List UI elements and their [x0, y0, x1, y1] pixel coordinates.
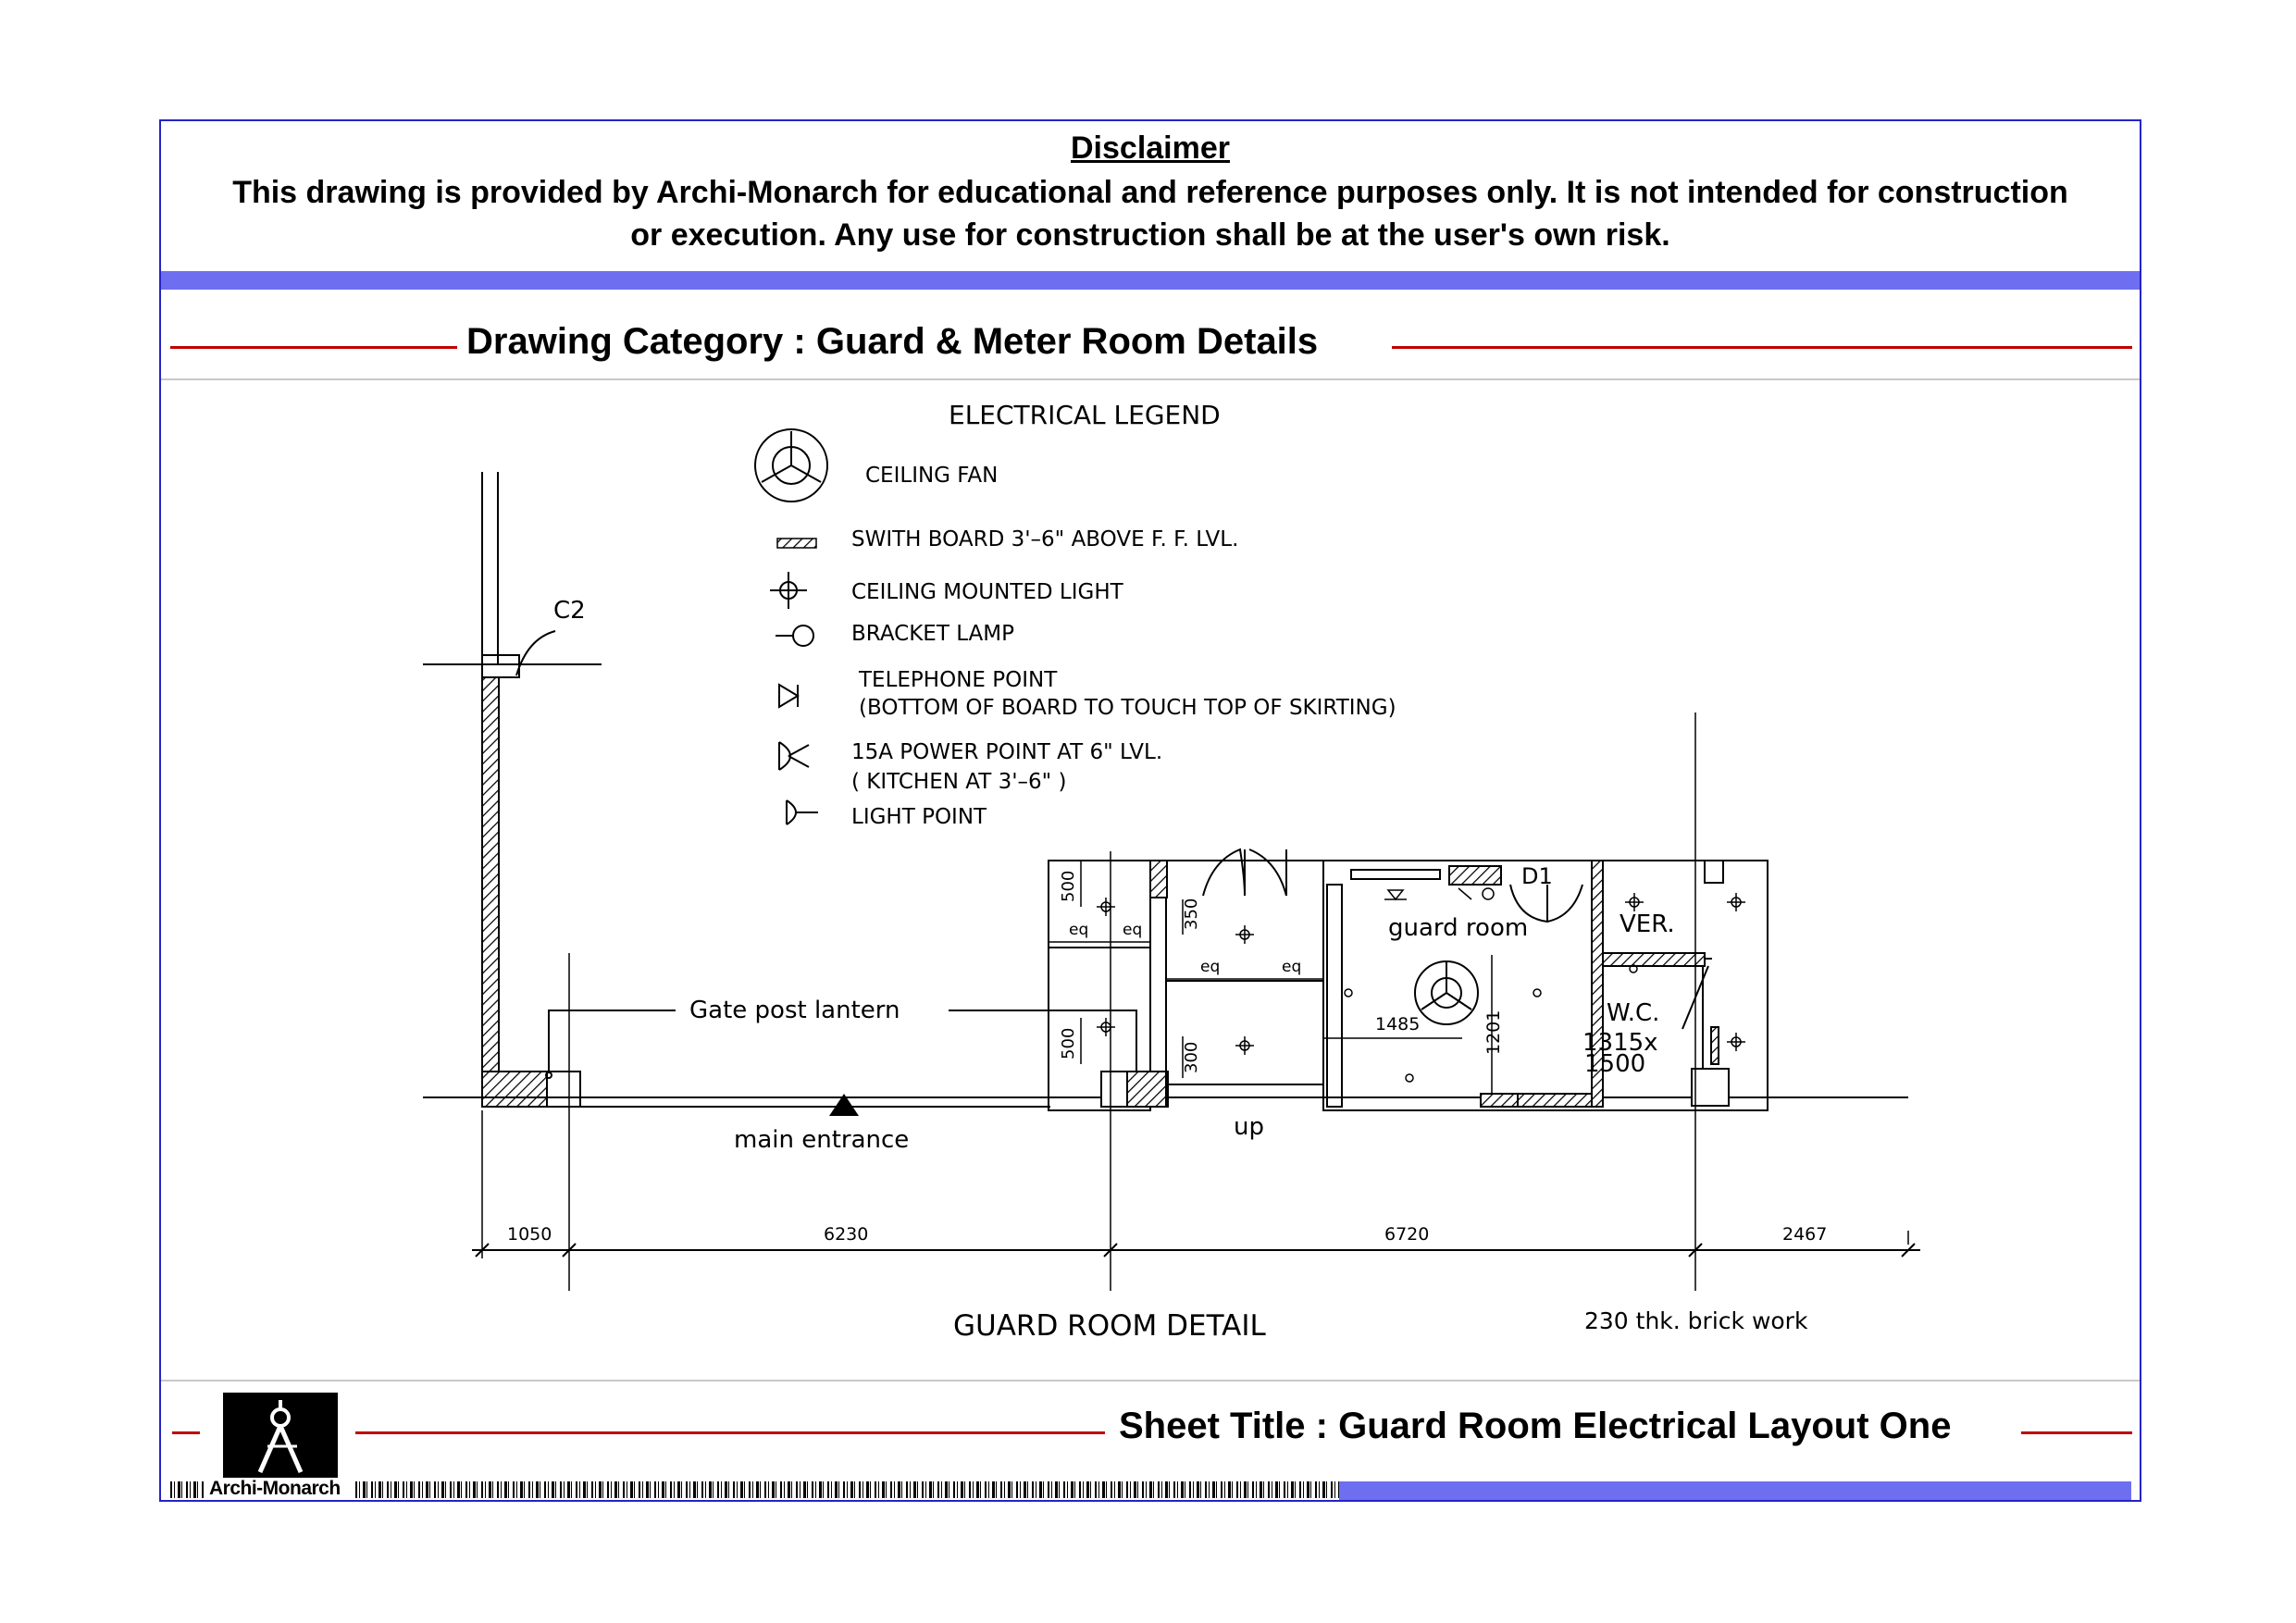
legend-light-point: LIGHT POINT — [851, 805, 987, 829]
legend-ceiling-fan: CEILING FAN — [865, 464, 999, 488]
legend-telephone-2: (BOTTOM OF BOARD TO TOUCH TOP OF SKIRTING) — [859, 696, 1396, 720]
sheet-title: Sheet Title : Guard Room Electrical Layout One — [1119, 1406, 1952, 1446]
dim-500-lower: 500 — [1059, 1027, 1078, 1059]
legend-power-1: 15A POWER POINT AT 6" LVL. — [851, 740, 1163, 764]
legend-switch-board: SWITH BOARD 3'–6" ABOVE F. F. LVL. — [851, 527, 1239, 551]
guard-room-walls — [1323, 861, 1768, 1110]
guard-room-label: guard room — [1388, 914, 1529, 942]
main-entrance-label: main entrance — [734, 1126, 910, 1154]
ceiling-light-icon — [770, 572, 807, 609]
column-label-c2: C2 — [553, 597, 586, 625]
dim-1485: 1485 — [1375, 1014, 1421, 1035]
eq-label-3: eq — [1200, 958, 1221, 976]
bracket-lamp-icon — [776, 626, 813, 646]
legend-ceiling-light: CEILING MOUNTED LIGHT — [851, 580, 1123, 604]
verandah-label: VER. — [1620, 911, 1675, 938]
gate-post-lantern-label: Gate post lantern — [689, 997, 900, 1024]
eq-label-1: eq — [1069, 921, 1089, 939]
guard-room-fan-icon — [1415, 961, 1478, 1024]
dim-300: 300 — [1182, 1041, 1201, 1073]
drawing-category-title: Drawing Category : Guard & Meter Room Details — [466, 321, 1319, 362]
dim-6230: 6230 — [824, 1224, 869, 1245]
dim-2467: 2467 — [1782, 1224, 1828, 1245]
legend-telephone-1: TELEPHONE POINT — [859, 668, 1058, 692]
door-label-d1: D1 — [1521, 863, 1553, 889]
telephone-point-icon — [779, 685, 798, 707]
plan-title: GUARD ROOM DETAIL — [953, 1309, 1266, 1343]
wc-size-line2: 1500 — [1584, 1050, 1646, 1078]
disclaimer-title: Disclaimer — [1071, 130, 1230, 166]
dimension-line — [472, 1244, 1920, 1257]
legend-title: ELECTRICAL LEGEND — [949, 400, 1221, 430]
disclaimer-text: This drawing is provided by Archi-Monarch for educational and reference purposes only. It is not intended for construction or execution. Any use for construction shall be at the user's own risk. — [232, 175, 2068, 253]
dim-1201: 1201 — [1483, 1010, 1504, 1055]
brick-work-note: 230 thk. brick work — [1584, 1307, 1808, 1334]
ceiling-fan-icon — [755, 429, 827, 502]
power-point-icon — [779, 742, 809, 770]
light-point-icon — [787, 800, 818, 824]
electrical-legend — [755, 400, 1396, 829]
switch-board-icon — [777, 539, 816, 548]
legend-bracket-lamp: BRACKET LAMP — [851, 622, 1014, 646]
eq-label-2: eq — [1123, 921, 1143, 939]
wc-label: W.C. — [1607, 999, 1660, 1027]
up-label: up — [1234, 1113, 1264, 1141]
dim-350: 350 — [1182, 898, 1201, 930]
eq-label-4: eq — [1282, 958, 1302, 976]
dim-6720: 6720 — [1384, 1224, 1430, 1245]
wc-size-line1: 1315x — [1582, 1029, 1658, 1057]
brand-name: Archi-Monarch — [206, 1478, 343, 1500]
legend-power-2: ( KITCHEN AT 3'–6" ) — [851, 770, 1067, 794]
dim-1050: 1050 — [507, 1224, 552, 1245]
dim-500-upper: 500 — [1059, 870, 1078, 902]
